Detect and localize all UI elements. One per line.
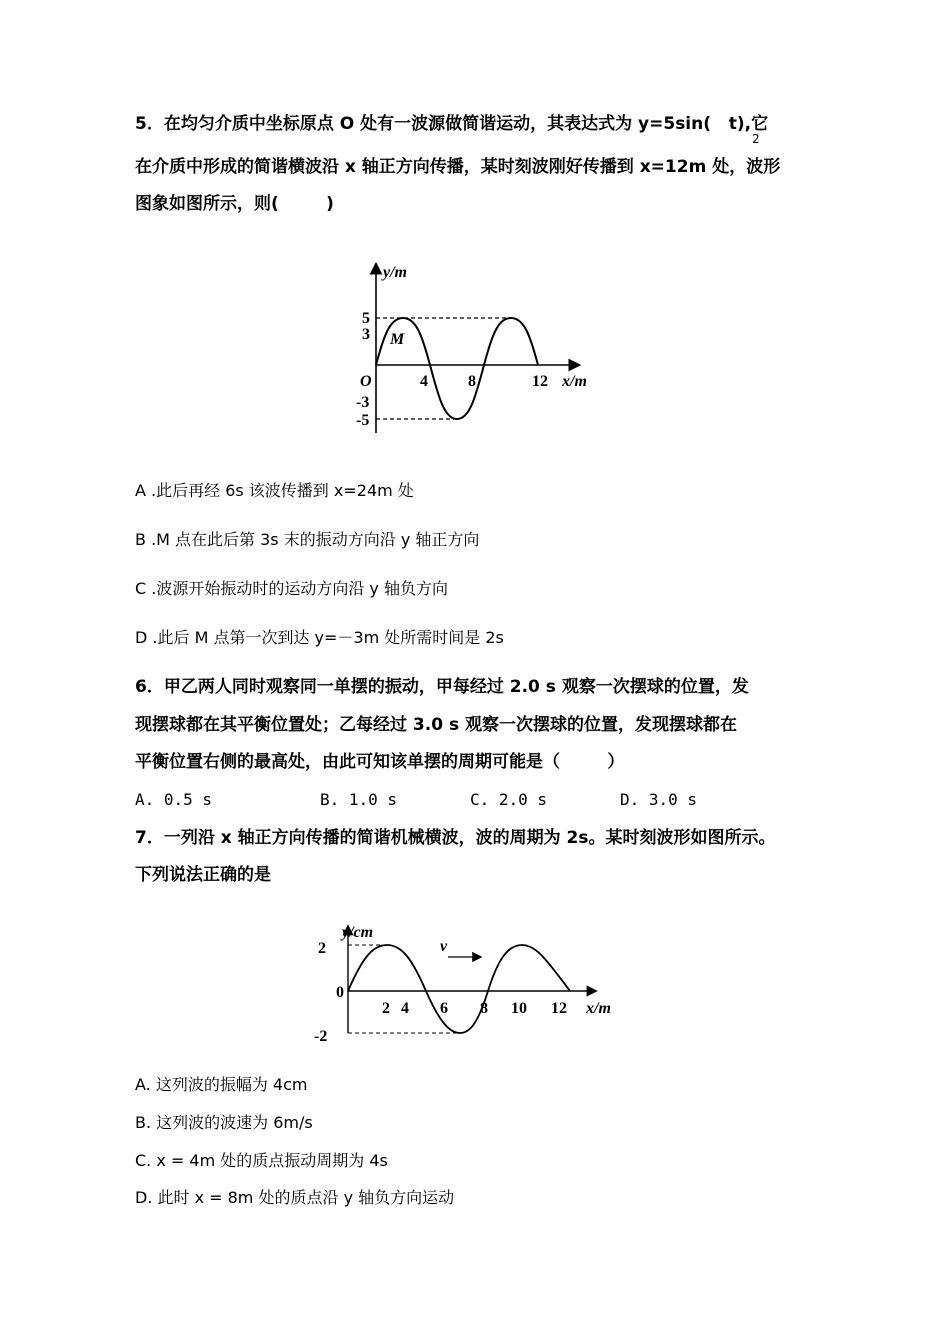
q7-option-d: D. 此时 x = 8m 处的质点沿 y 轴负方向运动	[135, 1188, 455, 1207]
q7-x-tick-10: 10	[511, 1000, 527, 1017]
q5-option-b: B .M 点在此后第 3s 末的振动方向沿 y 轴正方向	[135, 530, 480, 549]
q7-option-c: C. x = 4m 处的质点振动周期为 4s	[135, 1151, 388, 1170]
q5-option-d: D .此后 M 点第一次到达 y=－3m 处所需时间是 2s	[135, 628, 504, 647]
q5-y-axis-label: y/m	[383, 264, 407, 281]
q7-x-tick-2: 2	[382, 1000, 390, 1017]
q7-y-tick-2: 2	[318, 940, 326, 957]
q5-x-axis-label: x/m	[562, 373, 587, 390]
q5-line-2: 在介质中形成的简谐横波沿 x 轴正方向传播，某时刻波刚好传播到 x=12m 处，波形	[135, 157, 781, 177]
q7-wave-figure	[310, 915, 640, 1055]
q7-y-tick-0: 0	[336, 984, 344, 1001]
q7-x-tick-6: 6	[440, 1000, 448, 1017]
q7-x-tick-12: 12	[551, 1000, 567, 1017]
q7-x-axis-label: x/m	[586, 1000, 611, 1017]
q7-option-b: B. 这列波的波速为 6m/s	[135, 1113, 313, 1132]
q5-option-a: A .此后再经 6s 该波传播到 x=24m 处	[135, 481, 414, 500]
q6-option-c: C. 2.0 s	[470, 790, 548, 809]
q6-option-a: A. 0.5 s	[135, 790, 213, 809]
q7-velocity-label: v	[440, 938, 448, 955]
q6-line-3: 平衡位置右侧的最高处，由此可知该单摆的周期可能是（ ）	[135, 752, 625, 772]
q7-y-axis-label: y/cm	[342, 924, 374, 941]
q6-option-b: B. 1.0 s	[320, 790, 398, 809]
q7-x-tick-8: 8	[480, 1000, 488, 1017]
q7-option-a: A. 这列波的振幅为 4cm	[135, 1075, 308, 1094]
q7-wave-curve	[348, 945, 570, 1033]
q5-y-tick-neg5: -5	[356, 412, 370, 429]
q6-line-2: 现摆球都在其平衡位置处；乙每经过 3.0 s 观察一次摆球的位置，发现摆球都在	[135, 715, 737, 735]
q5-y-tick-neg3: -3	[356, 394, 370, 411]
q5-y-tick-5: 5	[362, 310, 370, 327]
q5-y-tick-3: 3	[362, 326, 370, 343]
q6-option-d: D. 3.0 s	[620, 790, 698, 809]
q5-fraction-denominator: 2	[752, 132, 760, 146]
q5-x-tick-12: 12	[532, 373, 548, 390]
q5-x-tick-8: 8	[468, 373, 476, 390]
q7-x-tick-4: 4	[401, 1000, 409, 1017]
q5-origin-label: O	[360, 373, 372, 390]
q5-line-3: 图象如图所示，则( )	[135, 194, 334, 214]
q5-point-label-m: M	[390, 331, 405, 348]
q6-line-1: 6．甲乙两人同时观察同一单摆的振动，甲每经过 2.0 s 观察一次摆球的位置，发	[135, 677, 749, 697]
q7-line-2: 下列说法正确的是	[135, 865, 271, 885]
q5-wave-figure	[350, 255, 610, 455]
q5-line-1: 5．在均匀介质中坐标原点 O 处有一波源做简谐运动，其表达式为 y=5sin( t),它	[135, 114, 769, 134]
q5-x-tick-4: 4	[420, 373, 428, 390]
q5-option-c: C .波源开始振动时的运动方向沿 y 轴负方向	[135, 579, 448, 598]
q7-y-tick-neg2: -2	[314, 1028, 328, 1045]
q7-line-1: 7．一列沿 x 轴正方向传播的简谐机械横波，波的周期为 2s。某时刻波形如图所示。	[135, 828, 776, 848]
